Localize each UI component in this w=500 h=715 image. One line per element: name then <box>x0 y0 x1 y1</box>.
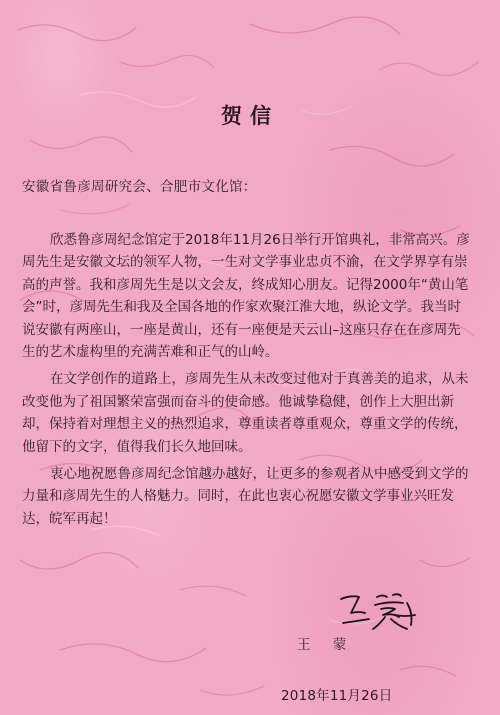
letter-body <box>22 229 474 530</box>
letter-title: 贺信 <box>221 104 279 128</box>
letter-paragraph-2: 在文学创作的道路上，彦周先生从未改变过他对于真善美的追求，从未改变他为了祖国繁荣富强而奋斗的使命感。他诚挚稳健，创作上大胆出新却，保持着对理想主义的热烈追求，尊重读者尊重观众，尊重文学的传统，他留下的文字，值得我们长久地回味。 <box>22 371 469 455</box>
letter-paragraph-3: 衷心地祝愿鲁彦周纪念馆越办越好，让更多的参观者从中感受到文学的力量和彦周先生的人格魅力。同时，在此也衷心祝愿安徽文学事业兴旺发达，皖军再起！ <box>22 466 469 527</box>
signatory-name: 王 蒙 <box>297 637 356 653</box>
letter-date: 2018年11月26日 <box>281 688 393 704</box>
handwritten-signature <box>335 585 425 635</box>
letter-paragraph-1: 欣悉鲁彦周纪念馆定于2018年11月26日举行开馆典礼，非常高兴。彦周先生是安徽文坛的领军人物，一生对文学事业忠贞不渝，在文学界享有崇高的声誉。我和彦周先生是以文会友，终成知心朋友。记得2000年“黄山笔会”时，彦周先生和我及全国各地的作家欢聚江淮大地，纵论文学。我当时说安徽有两座山，一座是黄山，还有一座便是天云山–这座只存在在彦周先生的艺术虚构里的充满苦难和正气的山岭。 <box>22 232 470 361</box>
letter-salutation: 安徽省鲁彦周研究会、合肥市文化馆： <box>22 179 257 195</box>
